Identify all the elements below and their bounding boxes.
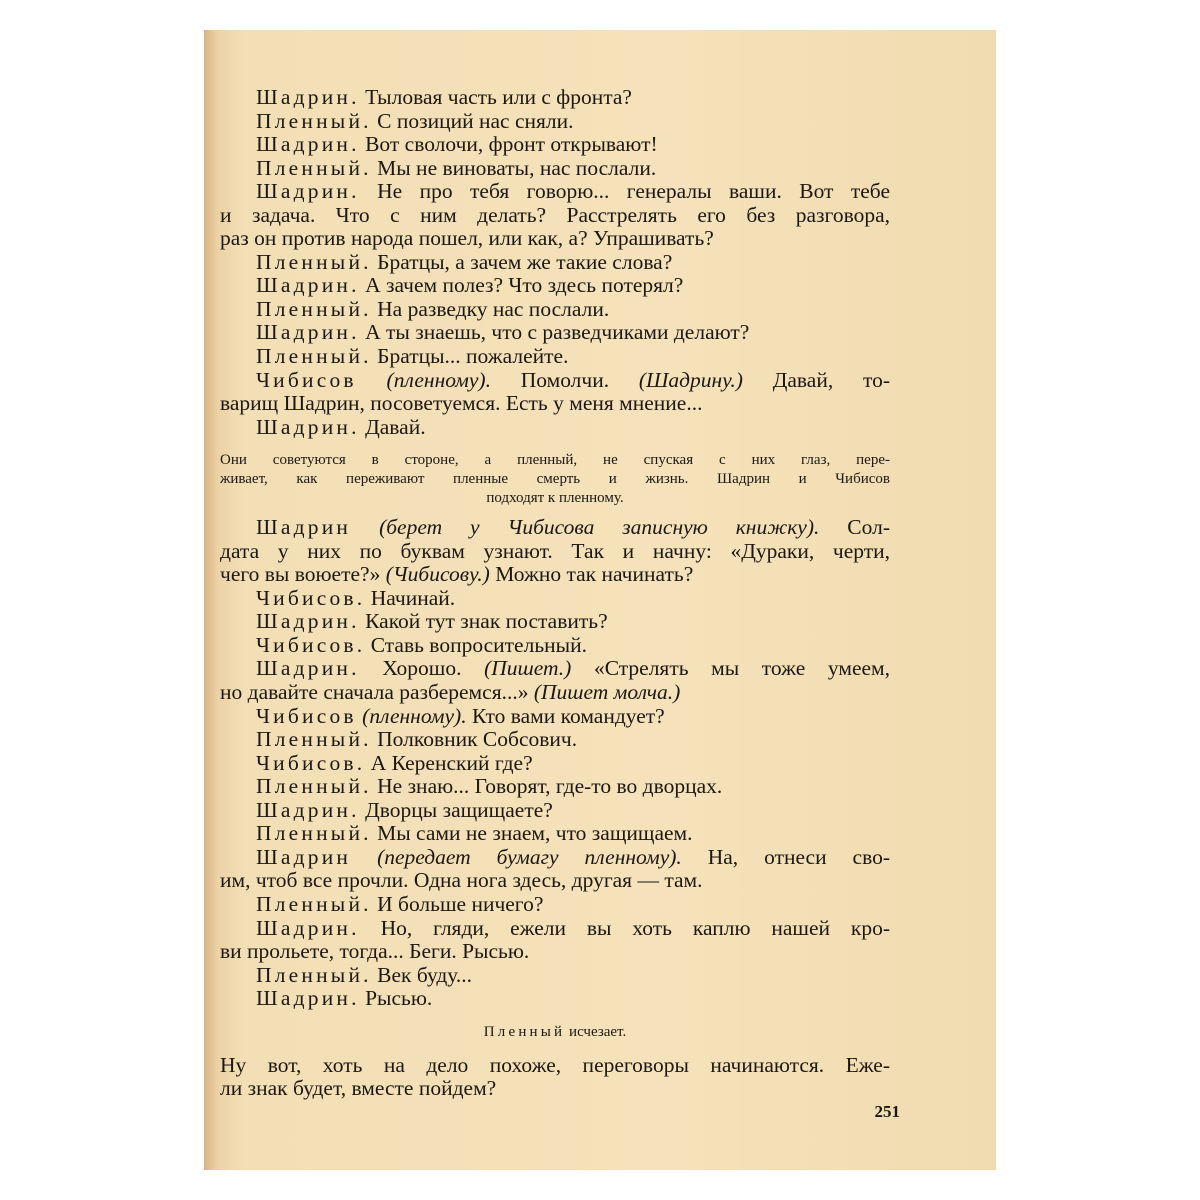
line-text: им, чтоб все прочли. Одна нога здесь, другая — там. — [220, 868, 703, 893]
line-text: С позиций нас сняли. — [371, 108, 574, 133]
line-text: Какой тут знак поставить? — [359, 609, 608, 634]
line-text: Мы сами не знаем, что защищаем. — [371, 821, 693, 846]
speaker-name: Шадрин. — [256, 414, 360, 439]
line-text: А Керенский где? — [365, 750, 533, 775]
dialogue-line — [220, 86, 890, 110]
speaker-name: Шадрин. — [256, 85, 360, 109]
line-text: Не знаю... Говорят, где-то во дворцах. — [371, 774, 723, 799]
dialogue-continuation — [220, 540, 890, 564]
dialogue-line — [220, 822, 890, 846]
dialogue-line — [220, 752, 890, 776]
line-text: И больше ничего? — [371, 891, 544, 916]
dialogue-continuation — [220, 227, 890, 251]
stage-direction-block: Пленный исчезает. — [483, 1023, 627, 1040]
dialogue-continuation — [220, 204, 890, 228]
dialogue-line — [220, 987, 890, 1011]
line-text: Братцы... пожалейте. — [371, 344, 569, 369]
line-text: Кто вами командует? — [466, 703, 665, 728]
speaker-name: Пленный — [483, 1023, 566, 1040]
dialogue-line — [220, 775, 890, 799]
line-text: ви прольете, тогда... Беги. Рысью. — [220, 939, 530, 964]
speaker-name: Шадрин. — [256, 656, 360, 681]
dialogue-continuation — [220, 563, 890, 587]
speaker-name: Шадрин. — [256, 915, 360, 940]
line-text: Братцы, а зачем же такие слова? — [371, 249, 673, 274]
dialogue-line — [220, 917, 890, 941]
stage-direction: (Пишет молча.) — [528, 680, 681, 705]
page-number: 251 — [874, 1102, 900, 1121]
line-text: На, отнеси сво- — [681, 844, 890, 869]
speaker-name: Чибисов. — [256, 632, 366, 657]
line-text: Мы не виноваты, нас послали. — [371, 155, 657, 180]
dialogue-line — [220, 799, 890, 823]
dialogue-line — [220, 610, 890, 634]
speaker-name: Шадрин. — [256, 609, 360, 634]
line-text: и задача. Что с ним делать? Расстрелять его без разговора, — [220, 202, 890, 227]
line-text: Рысью. — [359, 986, 433, 1011]
line-text: Дворцы защищаете? — [359, 797, 553, 822]
speaker-name: Чибисов. — [256, 750, 366, 775]
stage-direction: (Шадрину.) — [609, 367, 743, 392]
line-text: но давайте сначала разберемся...» — [220, 680, 529, 705]
line-text: Полковник Собсович. — [371, 727, 578, 752]
line-text: Давай. — [359, 414, 426, 439]
dialogue-line — [220, 657, 890, 681]
line-text: Начинай. — [365, 585, 456, 610]
dialogue-line — [220, 251, 890, 275]
speaker-name: Пленный. — [256, 249, 372, 274]
dialogue-line — [220, 133, 890, 157]
dialogue-line — [220, 705, 890, 729]
speaker-name: Шадрин — [256, 515, 352, 540]
dialogue-continuation — [220, 940, 890, 964]
line-text: Можно так начинать? — [489, 562, 694, 587]
speaker-name: Шадрин. — [256, 320, 360, 345]
dialogue-line — [220, 369, 890, 393]
speaker-name: Шадрин. — [256, 179, 360, 204]
speaker-name: Чибисов. — [256, 585, 366, 610]
dialogue-line — [220, 157, 890, 181]
speaker-name: Шадрин. — [256, 132, 360, 157]
line-text: Вот сволочи, фронт открывают! — [359, 132, 658, 157]
speaker-name: Пленный. — [256, 296, 372, 321]
dialogue-line — [220, 180, 890, 204]
speaker-name: Шадрин — [256, 844, 352, 869]
speaker-name: Пленный. — [256, 108, 372, 133]
dialogue-continuation — [220, 1077, 890, 1101]
dialogue-line — [220, 516, 890, 540]
dialogue-continuation — [220, 681, 890, 705]
line-text: Век буду... — [371, 962, 473, 987]
stage-direction-block: Они советуются в стороне, а пленный, не спуская с них глаз, пере- — [220, 452, 890, 469]
line-text: Помолчи. — [490, 367, 610, 392]
line-text: На разведку нас послали. — [371, 296, 610, 321]
dialogue-continuation — [220, 1054, 890, 1078]
line-text: Но, гляди, ежели вы хоть каплю нашей кро- — [359, 915, 890, 940]
speaker-name: Пленный. — [256, 155, 372, 180]
line-text: Давай, то- — [742, 367, 890, 392]
stage-direction: (Чибисову.) — [380, 562, 490, 587]
dialogue-line — [220, 893, 890, 917]
speaker-name: Пленный. — [256, 962, 372, 987]
line-text: Хорошо. — [359, 656, 462, 681]
line-text: ли знак будет, вместе пойдем? — [220, 1076, 497, 1101]
line-text: Не про тебя говорю... генералы ваши. Вот тебе — [359, 179, 890, 204]
stage-direction-block: живает, как переживают пленные смерть и жизнь. Шадрин и Чибисов — [220, 471, 890, 488]
line-text: Сол- — [819, 515, 890, 540]
dialogue-line — [220, 416, 890, 440]
dialogue-line — [220, 846, 890, 870]
speaker-name: Шадрин. — [256, 986, 360, 1011]
stage-direction: (пленному). — [356, 367, 491, 392]
speaker-name: Шадрин. — [256, 797, 360, 822]
speaker-name: Пленный. — [256, 774, 372, 799]
line-text: раз он против народа пошел, или как, а? Упрашивать? — [220, 226, 714, 251]
dialogue-line — [220, 110, 890, 134]
stage-direction: (Пишет.) — [461, 656, 572, 681]
dialogue-continuation — [220, 869, 890, 893]
dialogue-line — [220, 587, 890, 611]
speaker-name: Шадрин. — [256, 273, 360, 298]
dialogue-continuation — [220, 392, 890, 416]
speaker-name: Пленный. — [256, 344, 372, 369]
speaker-name: Чибисов — [256, 703, 357, 728]
line-text: «Стрелять мы тоже умеем, — [571, 656, 891, 681]
dialogue-line — [220, 321, 890, 345]
dialogue-line — [220, 298, 890, 322]
line-text: Тыловая часть или с фронта? — [359, 85, 632, 109]
dialogue-line — [220, 728, 890, 752]
line-text: А ты знаешь, что с разведчиками делают? — [359, 320, 750, 345]
page-text — [220, 86, 890, 1101]
line-text: дата у них по буквам узнают. Так и начну: «Дураки, черти, — [220, 538, 890, 563]
stage-direction: (пленному). — [356, 703, 467, 728]
dialogue-line — [220, 634, 890, 658]
dialogue-line — [220, 274, 890, 298]
dialogue-line — [220, 964, 890, 988]
line-text: Ну вот, хоть на дело похоже, переговоры начинаются. Еже- — [220, 1052, 890, 1077]
dialogue-line — [220, 345, 890, 369]
line-text: варищ Шадрин, посоветуемся. Есть у меня мнение... — [220, 391, 703, 416]
book-page — [204, 30, 996, 1170]
stage-direction: (передает бумагу пленному). — [351, 844, 682, 869]
stage-direction: (берет у Чибисова записную книжку). — [351, 515, 820, 540]
stage-direction-block: подходят к пленному. — [486, 490, 624, 507]
line-text: А зачем полез? Что здесь потерял? — [359, 273, 684, 298]
line-text: чего вы воюете?» — [220, 562, 381, 587]
line-text: Ставь вопросительный. — [365, 632, 587, 657]
speaker-name: Чибисов — [256, 367, 357, 392]
speaker-name: Пленный. — [256, 891, 372, 916]
speaker-name: Пленный. — [256, 821, 372, 846]
speaker-name: Пленный. — [256, 727, 372, 752]
